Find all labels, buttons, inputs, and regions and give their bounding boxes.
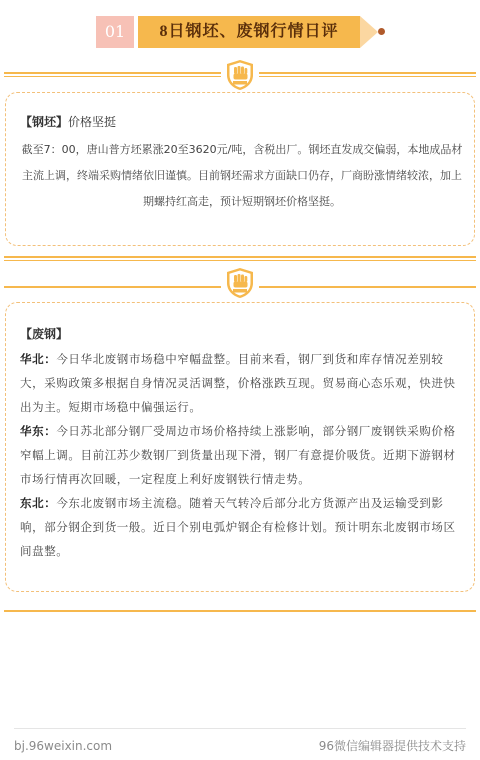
- region-label-east: 华东：: [20, 424, 57, 438]
- header-arrow-decoration: [360, 16, 378, 48]
- scrap-paragraph-east: [20, 419, 464, 491]
- section-number: 01: [96, 16, 134, 48]
- divider-middle: [4, 256, 476, 292]
- scrap-paragraph-north: [20, 347, 464, 419]
- billet-section-card: [5, 92, 475, 246]
- billet-heading-text: 价格坚挺: [68, 115, 117, 129]
- region-label-northeast: 东北：: [20, 496, 57, 510]
- header-dot-decoration: [378, 28, 385, 35]
- scrap-heading-label: 【废钢】: [20, 327, 69, 341]
- fist-badge-icon: [221, 266, 259, 300]
- divider-top: [4, 58, 476, 94]
- region-text-east: 今日苏北部分钢厂受周边市场价格持续上涨影响，部分钢厂废钢铁采购价格窄幅上调。目前江苏少数钢厂到货量出现下滑，钢厂有意提价吸货。近期下游钢材市场行情再次回暖，一定程度上利好废钢铁行情走势。: [20, 424, 456, 486]
- region-text-northeast: 今东北废钢市场主流稳。随着天气转冷后部分北方货源产出及运输受到影响，部分钢企到货一般。近日个别电弧炉钢企有检修计划。预计明东北废钢市场区间盘整。: [20, 496, 456, 558]
- scrap-paragraph-northeast: [20, 491, 464, 563]
- divider-line-thin: [4, 260, 476, 261]
- scrap-body: [20, 347, 464, 563]
- region-label-north: 华北：: [20, 352, 57, 366]
- section-title: 8日钢坯、废钢行情日评: [138, 16, 360, 48]
- fist-badge-icon: [221, 58, 259, 92]
- footer-site-link[interactable]: bj.96weixin.com: [14, 739, 113, 753]
- bottom-divider-line: [4, 610, 476, 612]
- billet-heading: [20, 113, 116, 131]
- scrap-heading: [20, 325, 68, 343]
- divider-line: [4, 256, 476, 258]
- billet-paragraph: 截至7：00，唐山普方坯累涨20至3620元/吨，含税出厂。钢坯直发成交偏弱，本地成品材主流上调，终端采购情绪依旧谨慎。目前钢坯需求方面缺口仍存，厂商盼涨情绪较浓，加上期螺持红高走，预计短期钢坯价格坚挺。: [21, 143, 463, 208]
- footer: [14, 728, 466, 755]
- scrap-section-card: [5, 302, 475, 592]
- billet-heading-label: 【钢坯】: [20, 115, 69, 129]
- footer-credit: 96微信编辑器提供技术支持: [318, 739, 466, 753]
- region-text-north: 今日华北废钢市场稳中窄幅盘整。目前来看，钢厂到货和库存情况差别较大，采购政策多根据自身情况灵活调整，价格涨跌互现。贸易商心态乐观，快进快出为主。短期市场稳中偏强运行。: [20, 352, 456, 414]
- section-header: [96, 16, 396, 48]
